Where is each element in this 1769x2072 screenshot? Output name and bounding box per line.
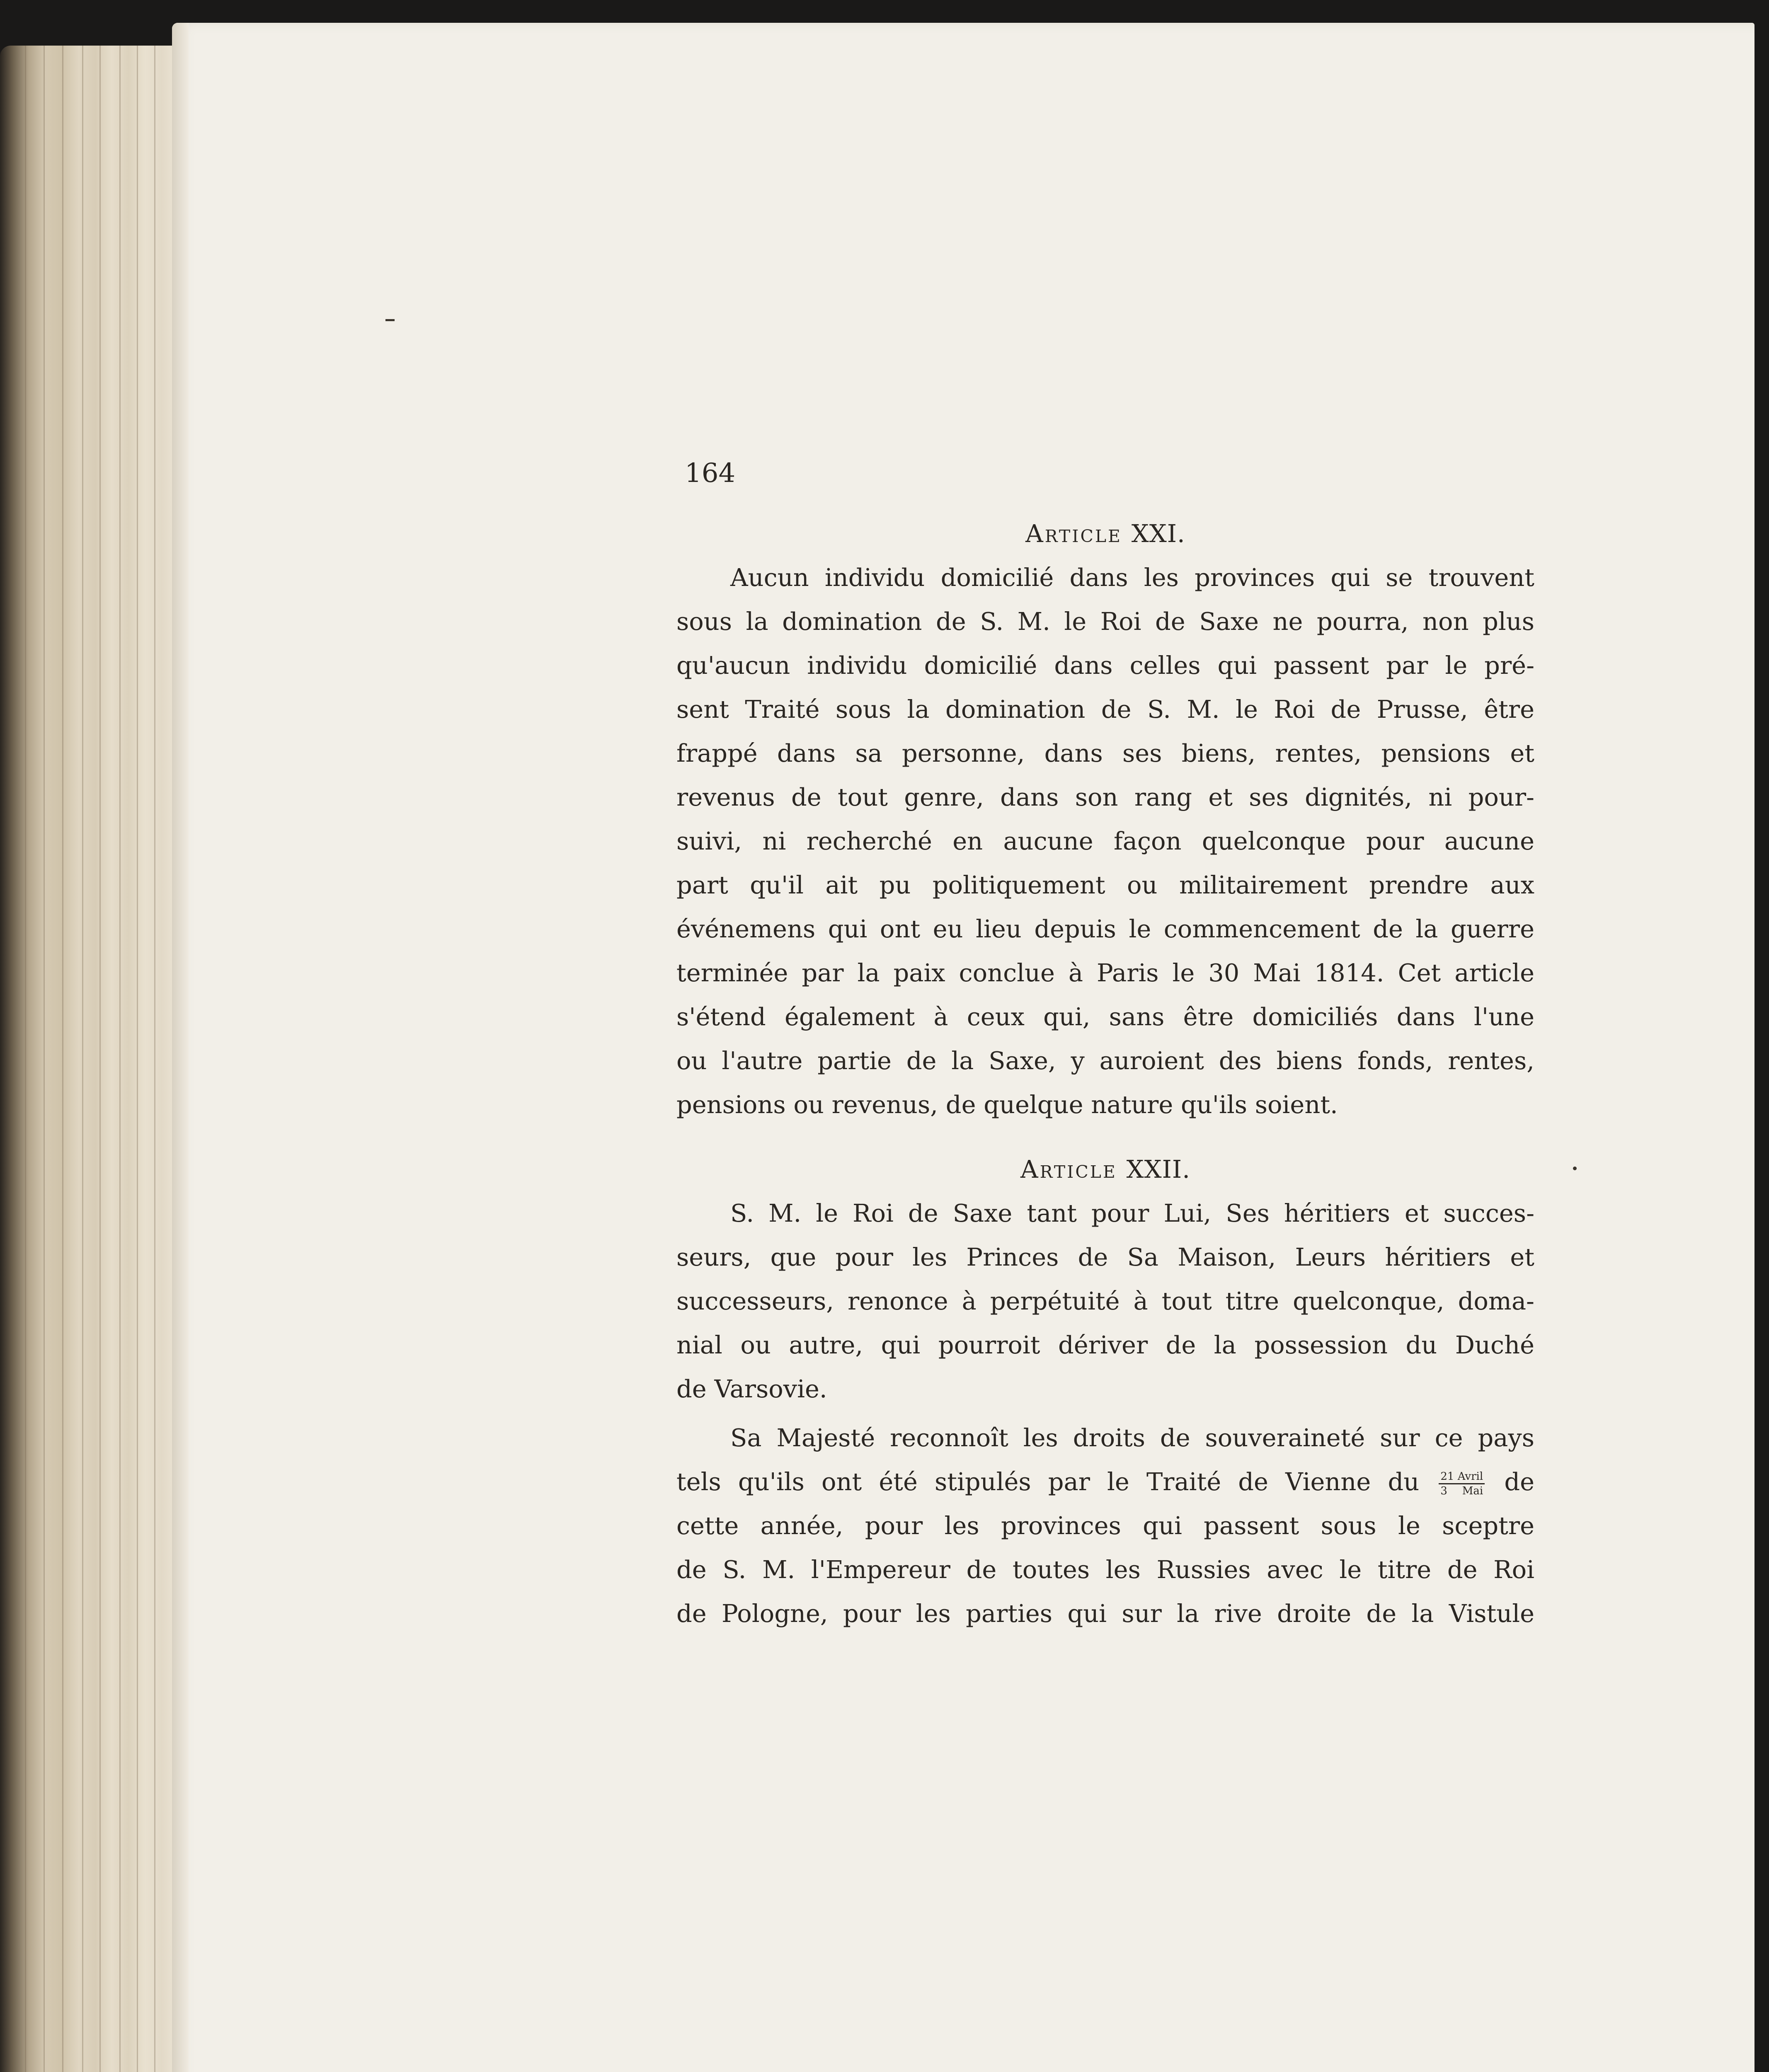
text-line: Aucun individu domicilié dans les provinces qui se trouvent: [730, 563, 1534, 592]
article-heading: [676, 1147, 1534, 1191]
date-fraction: [1439, 1470, 1485, 1498]
book-page-edges: [0, 46, 195, 2072]
text-line: événemens qui ont eu lieu depuis le commencement de la guerre: [676, 915, 1534, 943]
text-segment: tels qu'ils ont été stipulés par le Traité de Vienne du: [676, 1467, 1420, 1496]
text-line: sent Traité sous la domination de S. M. le Roi de Prusse, être: [676, 695, 1534, 724]
page-gutter: [172, 23, 189, 2072]
text-line: S. M. le Roi de Saxe tant pour Lui, Ses héritiers et succes-: [730, 1199, 1534, 1227]
text-line: pensions ou revenus, de quelque nature qu'ils soient.: [676, 1090, 1338, 1119]
text-line: qu'aucun individu domicilié dans celles qui passent par le pré-: [676, 651, 1534, 680]
text-line: ou l'autre partie de la Saxe, y auroient des biens fonds, rentes,: [676, 1046, 1534, 1075]
article-heading-label: Article: [1020, 1155, 1117, 1184]
text-line: suivi, ni recherché en aucune façon quelconque pour aucune: [676, 827, 1534, 855]
text-line: revenus de tout genre, dans son rang et ses dignités, ni pour-: [676, 783, 1534, 811]
text-line: successeurs, renonce à perpétuité à tout titre quelconque, doma-: [676, 1287, 1534, 1315]
ink-speck: [1573, 1167, 1577, 1170]
text-line: s'étend également à ceux qui, sans être domiciliés dans l'une: [676, 1002, 1534, 1031]
text-segment: de: [1504, 1467, 1534, 1496]
text-line: frappé dans sa personne, dans ses biens, rentes, pensions et: [676, 739, 1534, 767]
article-heading: [676, 512, 1534, 556]
text-line: part qu'il ait pu politiquement ou militairement prendre aux: [676, 871, 1534, 899]
date-fraction-numerator: 21 Avril: [1439, 1470, 1485, 1484]
text-line: terminée par la paix conclue à Paris le 30 Mai 1814. Cet article: [676, 959, 1534, 987]
page-number: 164: [685, 458, 736, 489]
text-line: Sa Majesté reconnoît les droits de souveraineté sur ce pays: [730, 1423, 1534, 1452]
text-line: nial ou autre, qui pourroit dériver de la possession du Duché: [676, 1331, 1534, 1359]
ink-speck: [385, 319, 395, 321]
article-heading-label: Article: [1025, 519, 1122, 548]
text-line: de Varsovie.: [676, 1375, 827, 1403]
text-block: [676, 512, 1534, 1636]
text-line: cette année, pour les provinces qui passent sous le sceptre: [676, 1511, 1534, 1540]
text-line-with-date: [676, 1460, 1534, 1504]
text-line: sous la domination de S. M. le Roi de Saxe ne pourra, non plus: [676, 607, 1534, 636]
text-line: seurs, que pour les Princes de Sa Maison, Leurs héritiers et: [676, 1243, 1534, 1271]
article-heading-numeral: XXII.: [1126, 1155, 1190, 1184]
article-heading-numeral: XXI.: [1131, 519, 1185, 548]
text-line: de Pologne, pour les parties qui sur la rive droite de la Vistule: [676, 1599, 1534, 1628]
date-fraction-denominator: 3 Mai: [1440, 1484, 1483, 1497]
text-line: de S. M. l'Empereur de toutes les Russies avec le titre de Roi: [676, 1555, 1534, 1584]
